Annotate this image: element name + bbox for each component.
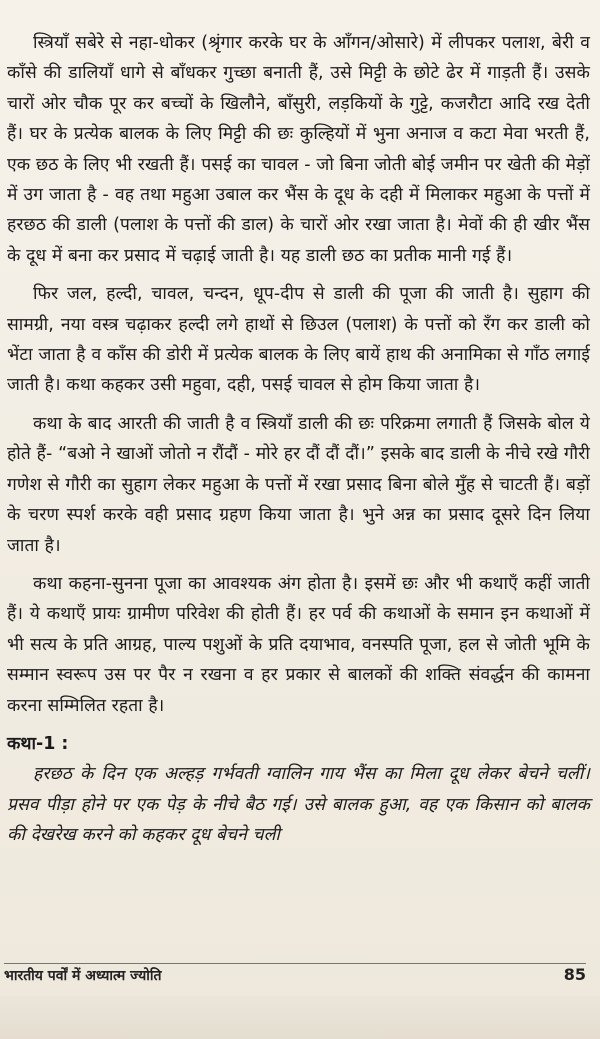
story-heading: कथा-1 : [7,733,69,754]
page-footer [4,963,586,988]
page-number: 85 [563,965,586,984]
story-paragraph: हरछठ के दिन एक अल्हड़ गर्भवती ग्वालिन गाय भैंस का मिला दूध लेकर बेचने चलीं। प्रसव पीड़ा होने पर एक पेड़ के नीचे बैठ गई। उसे बालक हुआ, वह एक किसान को बालक की देखरेख करने को कहकर दूध बेचने चली [7,764,590,846]
paragraph-3: कथा के बाद आरती की जाती है व स्त्रियाँ डाली की छः परिक्रमा लगाती हैं जिसके बोल ये होते हैं- “बओ ने खाओं जोतो न रौंदौं - मोरे हर दौं दौं दौं।” इसके बाद डाली के नीचे रखे गौरी गणेश से गौरी का सुहाग लेकर महुआ के पत्तों में रखा प्रसाद बिना बोले मुँह से चाटती हैं। बड़ों के चरण स्पर्श करके वही प्रसाद ग्रहण किया जाता है। भुने अन्न का प्रसाद दूसरे दिन लिया जाता है। [7,413,590,556]
page-body [7,28,590,859]
book-title: भारतीय पर्वों में अध्यात्म ज्योति [4,968,162,984]
paragraph-1: स्त्रियाँ सबेरे से नहा-धोकर (श्रृंगार करके घर के आँगन/ओसारे) में लीपकर पलाश, बेरी व काँसे की डालियाँ धागे से बाँधकर गुच्छा बनाती हैं, उसे मिट्टी के छोटे ढेर में गाड़ती हैं। उसके चारों ओर चौक पूर कर बच्चों के खिलौने, बाँसुरी, लड़कियों के गुट्टे, कजरौटा आदि रख देती हैं। घर के प्रत्येक बालक के लिए मिट्टी की छः कुल्हियों में भुना अनाज व कटा मेवा भरती हैं, एक छठ के लिए भी रखती हैं। पसई का चावल - जो बिना जोती बोई जमीन पर खेती की मेड़ों में उग जाता है - वह तथा महुआ उबाल कर भैंस के दूध के दही में मिलाकर महुआ के पत्तों में हरछठ की डाली (पलाश के पत्तों की डाल) के चारों ओर रखा जाता है। मेवों की ही खीर भैंस के दूध में बना कर प्रसाद में चढ़ाई जाती है। यह डाली छठ का प्रतीक मानी गई हैं। [7,33,590,266]
paragraph-2: फिर जल, हल्दी, चावल, चन्दन, धूप-दीप से डाली की पूजा की जाती है। सुहाग की सामग्री, नया वस्त्र चढ़ाकर हल्दी लगे हाथों से छिउल (पलाश) के पत्तों को रँग कर डाली को भेंटा जाता है व काँस की डोरी में प्रत्येक बालक के लिए बायें हाथ की अनामिका से गाँठ लगाई जाती है। कथा कहकर उसी महुवा, दही, पसई चावल से होम किया जाता है। [7,284,590,396]
paragraph-4: कथा कहना-सुनना पूजा का आवश्यक अंग होता है। इसमें छः और भी कथाएँ कहीं जाती हैं। ये कथाएँ प्रायः ग्रामीण परिवेश की होती हैं। हर पर्व की कथाओं के समान इन कथाओं में भी सत्य के प्रति आग्रह, पाल्य पशुओं के प्रति दयाभाव, वनस्पति पूजा, हल से जोती भूमि के सम्मान स्वरूप उस पर पैर न रखना व हर प्रकार से बालकों की शक्ति संवर्द्धन की कामना करना सम्मिलित रहता है। [7,573,590,716]
page-bottom-margin [0,996,600,1039]
